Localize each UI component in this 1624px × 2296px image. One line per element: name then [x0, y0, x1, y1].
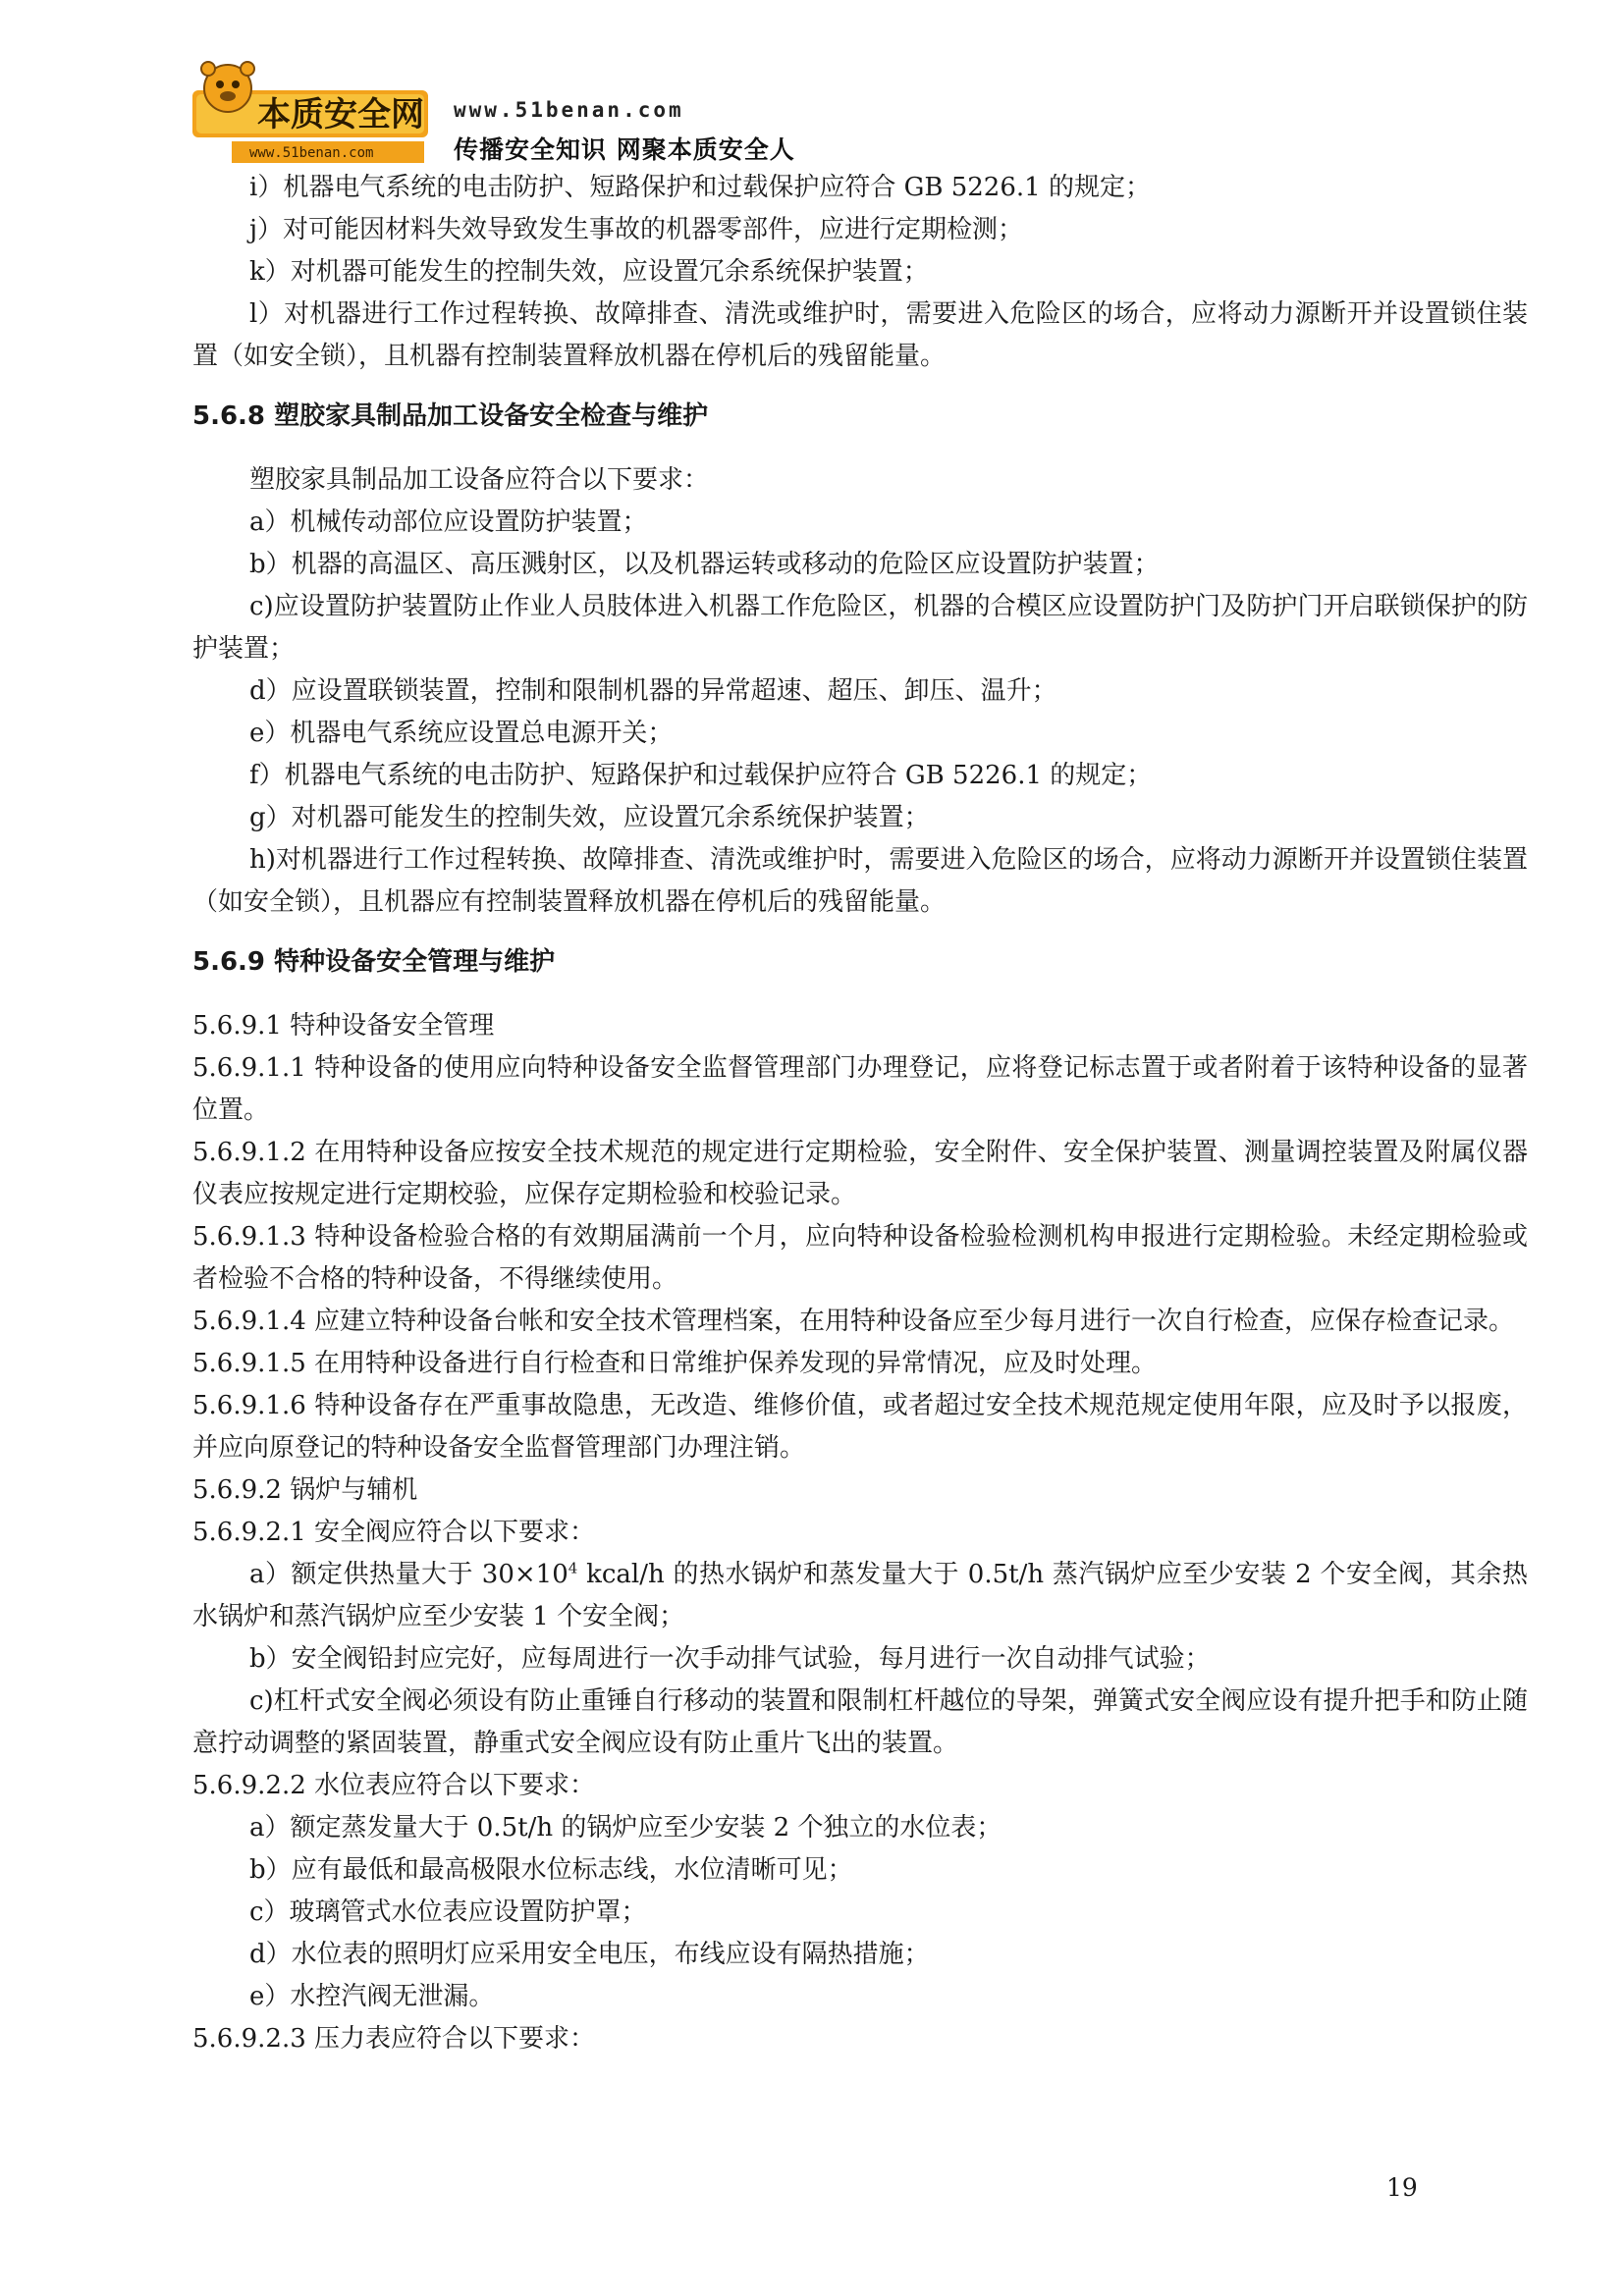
list-item: b）应有最低和最高极限水位标志线，水位清晰可见；: [249, 1855, 853, 1885]
section-heading: 5.6.8 塑胶家具制品加工设备安全检查与维护: [192, 401, 709, 431]
logo-subtext: www.51benan.com: [249, 145, 374, 161]
logo-text: 本质安全网: [257, 95, 424, 134]
list-item: a）额定蒸发量大于 0.5t/h 的锅炉应至少安装 2 个独立的水位表；: [249, 1813, 1002, 1842]
section-heading: 5.6.9 特种设备安全管理与维护: [192, 947, 556, 977]
list-item: c)杠杆式安全阀必须设有防止重锤自行移动的装置和限制杠杆越位的导架，弹簧式安全阀应设有提升把手和防止随意拧动调整的紧固装置，静重式安全阀应设有防止重片飞出的装置。: [192, 1686, 1528, 1758]
document-body: [192, 167, 1528, 2060]
list-item: b）安全阀铅封应完好，应每周进行一次手动排气试验，每月进行一次自动排气试验；: [249, 1644, 1211, 1674]
list-item: k）对机器可能发生的控制失效，应设置冗余系统保护装置；: [249, 257, 929, 287]
list-item: c）玻璃管式水位表应设置防护罩；: [249, 1897, 647, 1927]
clause: 5.6.9.2.1 安全阀应符合以下要求：: [192, 1518, 596, 1547]
list-item: a）机械传动部位应设置防护装置；: [249, 507, 648, 537]
list-item: c)应设置防护装置防止作业人员肢体进入机器工作危险区，机器的合模区应设置防护门及防护门开启联锁保护的防护装置；: [192, 592, 1528, 664]
clause: 5.6.9.1.5 在用特种设备进行自行检查和日常维护保养发现的异常情况，应及时处理。: [192, 1349, 1158, 1378]
site-logo: [192, 59, 428, 167]
clause: 5.6.9.2.3 压力表应符合以下要求：: [192, 2024, 596, 2054]
clause: 5.6.9.1.2 在用特种设备应按安全技术规范的规定进行定期检验，安全附件、安全保护装置、测量调控装置及附属仪器仪表应按规定进行定期校验，应保存定期检验和校验记录。: [192, 1138, 1528, 1209]
superscript: 4: [568, 1559, 578, 1577]
list-item: f）机器电气系统的电击防护、短路保护和过载保护应符合 GB 5226.1 的规定；: [249, 761, 1153, 790]
clause: 5.6.9.1.4 应建立特种设备台帐和安全技术管理档案，在用特种设备应至少每月进行一次自行检查，应保存检查记录。: [192, 1307, 1515, 1336]
list-item: d）应设置联锁装置，控制和限制机器的异常超速、超压、卸压、温升；: [249, 676, 1057, 706]
list-item: g）对机器可能发生的控制失效，应设置冗余系统保护装置；: [249, 803, 930, 832]
list-item: b）机器的高温区、高压溅射区，以及机器运转或移动的危险区应设置防护装置；: [249, 550, 1160, 579]
clause: 5.6.9.1.3 特种设备检验合格的有效期届满前一个月，应向特种设备检验检测机构申报进行定期检验。未经定期检验或者检验不合格的特种设备，不得继续使用。: [192, 1222, 1528, 1294]
page-number: 19: [1386, 2173, 1418, 2202]
clause: 5.6.9.2.2 水位表应符合以下要求：: [192, 1771, 596, 1800]
subsection-title: 5.6.9.2 锅炉与辅机: [192, 1475, 418, 1505]
list-item: e）机器电气系统应设置总电源开关；: [249, 719, 674, 748]
text-span: a）额定供热量大于 30×10: [249, 1560, 568, 1589]
clause: 5.6.9.1.1 特种设备的使用应向特种设备安全监督管理部门办理登记，应将登记标志置于或者附着于该特种设备的显著位置。: [192, 1053, 1528, 1125]
header-slogan: 传播安全知识 网聚本质安全人: [454, 135, 795, 164]
text-span: kcal/h 的热水锅炉和蒸发量大于 0.5t/h 蒸汽锅炉应至少安装 2 个安全阀，其余热水锅炉和蒸汽锅炉应至少安装 1 个安全阀；: [192, 1560, 1528, 1631]
list-item: h)对机器进行工作过程转换、故障排查、清洗或维护时，需要进入危险区的场合，应将动力源断开并设置锁住装置（如安全锁），且机器应有控制装置释放机器在停机后的残留能量。: [192, 845, 1528, 917]
list-item: d）水位表的照明灯应采用安全电压，布线应设有隔热措施；: [249, 1940, 930, 1969]
clause: 5.6.9.1.6 特种设备存在严重事故隐患，无改造、维修价值，或者超过安全技术规范规定使用年限，应及时予以报废，并应向原登记的特种设备安全监督管理部门办理注销。: [192, 1391, 1528, 1463]
list-item: l）对机器进行工作过程转换、故障排查、清洗或维护时，需要进入危险区的场合，应将动力源断开并设置锁住装置（如安全锁），且机器有控制装置释放机器在停机后的残留能量。: [192, 299, 1528, 371]
header-url: www.51benan.com: [454, 98, 684, 122]
paragraph: 塑胶家具制品加工设备应符合以下要求：: [249, 465, 710, 495]
list-item: j）对可能因材料失效导致发生事故的机器零部件，应进行定期检测；: [249, 215, 1024, 244]
list-item: [192, 1554, 1528, 1638]
list-item: i）机器电气系统的电击防护、短路保护和过载保护应符合 GB 5226.1 的规定；: [249, 173, 1151, 202]
list-item: e）水控汽阀无泄漏。: [249, 1982, 495, 2011]
subsection-title: 5.6.9.1 特种设备安全管理: [192, 1011, 495, 1041]
